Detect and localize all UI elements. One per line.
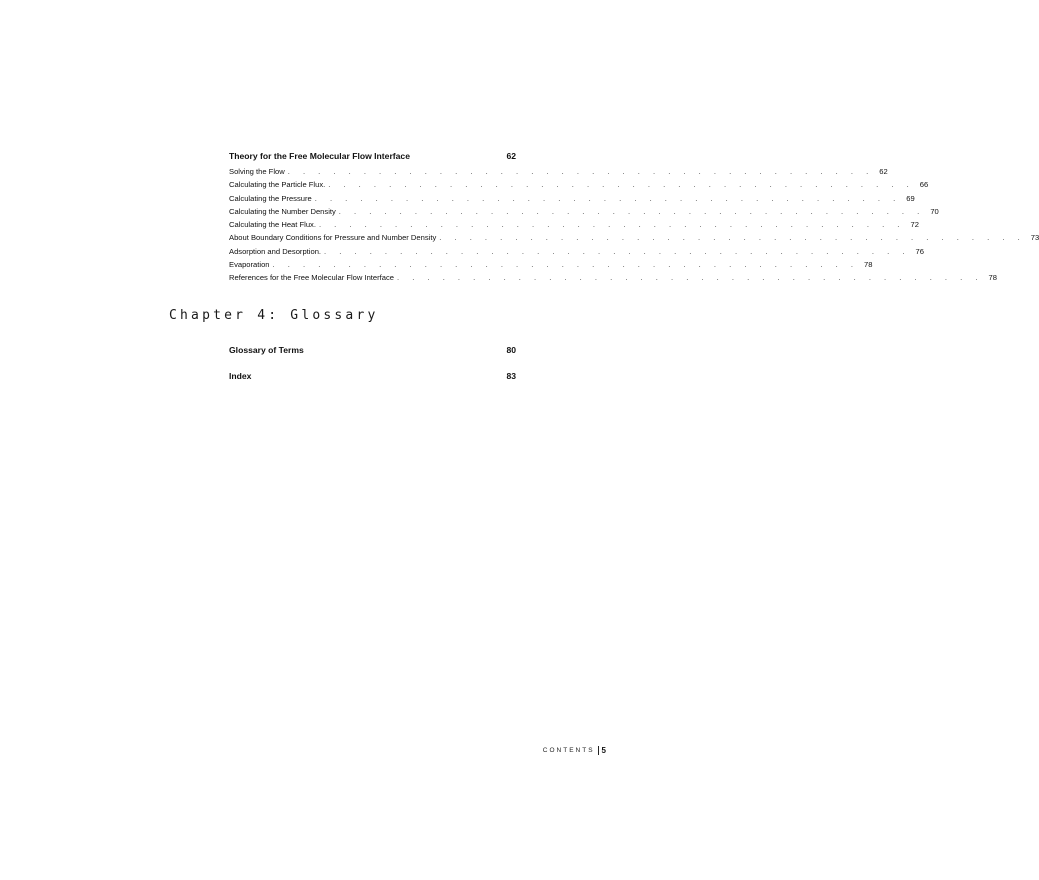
toc-section-page: 62 (506, 151, 516, 161)
toc-leader-dots: . . . . . . . . . . . . . . . . . . . . . . . . . . . . . . . . . . . . . . . (397, 273, 983, 283)
footer-separator (598, 746, 599, 755)
toc-entry[interactable] (229, 165, 888, 178)
toc-entry-page: 76 (915, 246, 924, 256)
toc-leader-dots: . . . . . . . . . . . . . . . . . . . . . . . . . . . . . . . . . . . . . . . (338, 206, 925, 216)
toc-entry-title: Calculating the Heat Flux. (229, 220, 316, 230)
toc-entry-page: 73 (1030, 233, 1039, 243)
footer-running-title: CONTENTS (542, 747, 595, 754)
toc-entry-page: 70 (930, 206, 939, 216)
toc-section-index (229, 371, 516, 382)
toc-entry[interactable] (229, 245, 924, 258)
toc-entry-page: 72 (910, 220, 919, 230)
footer-page-number: 5 (601, 746, 606, 755)
toc-entry[interactable] (229, 192, 915, 205)
toc-entry[interactable] (229, 271, 997, 284)
toc-entry[interactable] (229, 205, 939, 218)
toc-entry-title: Solving the Flow (229, 167, 285, 176)
toc-leader-dots: . . . . . . . . . . . . . . . . . . . . . . . . . . . . . . . . . . . . . . . (328, 180, 915, 190)
toc-entry-list (229, 165, 1039, 285)
toc-entry-title: References for the Free Molecular Flow Interface (229, 273, 395, 283)
toc-leader-dots: . . . . . . . . . . . . . . . . . . . . . . . . . . . . . . . . . . . . . . . (318, 220, 905, 230)
toc-entry[interactable] (229, 258, 873, 271)
toc-leader-dots: . . . . . . . . . . . . . . . . . . . . . . . . . . . . . . . . . . . . . . . (272, 260, 859, 270)
toc-entry-title: About Boundary Conditions for Pressure and Number Density (229, 233, 437, 243)
toc-section-page: 80 (506, 345, 516, 355)
toc-entry-title: Calculating the Number Density (229, 206, 336, 216)
toc-section-heading[interactable] (229, 151, 516, 162)
toc-entry-page: 69 (906, 193, 915, 203)
toc-section-heading[interactable] (229, 371, 516, 382)
toc-section-heading[interactable] (229, 345, 516, 356)
page-footer (543, 746, 606, 755)
toc-leader-dots: . . . . . . . . . . . . . . . . . . . . . . . . . . . . . . . . . . . . . . . (324, 246, 910, 256)
toc-leader-dots: . . . . . . . . . . . . . . . . . . . . . . . . . . . . . . . . . . . . . . . (314, 193, 901, 203)
toc-section-free-molecular-theory (229, 151, 1039, 285)
toc-entry-page: 62 (879, 167, 888, 176)
chapter-heading: Chapter 4: Glossary (169, 308, 379, 323)
toc-section-glossary (229, 345, 516, 356)
toc-entry-page: 78 (988, 273, 997, 283)
toc-entry-title: Adsorption and Desorption. (229, 246, 322, 256)
toc-entry-title: Calculating the Particle Flux. (229, 180, 326, 190)
toc-entry-title: Evaporation (229, 260, 270, 270)
toc-entry-page: 66 (919, 180, 929, 190)
toc-section-page: 83 (506, 371, 516, 381)
toc-entry[interactable] (229, 178, 929, 191)
toc-section-title: Index (229, 371, 252, 381)
toc-entry[interactable] (229, 218, 919, 231)
toc-entry-page: 78 (864, 260, 873, 270)
toc-entry-title: Calculating the Pressure (229, 193, 312, 203)
toc-entry[interactable] (229, 231, 1039, 244)
toc-leader-dots: . . . . . . . . . . . . . . . . . . . . . . . . . . . . . . . . . . . . . . . (439, 233, 1026, 243)
toc-leader-dots: . . . . . . . . . . . . . . . . . . . . . . . . . . . . . . . . . . . . . . . (287, 167, 874, 176)
toc-section-title: Glossary of Terms (229, 345, 304, 355)
toc-section-title: Theory for the Free Molecular Flow Interface (229, 151, 410, 161)
